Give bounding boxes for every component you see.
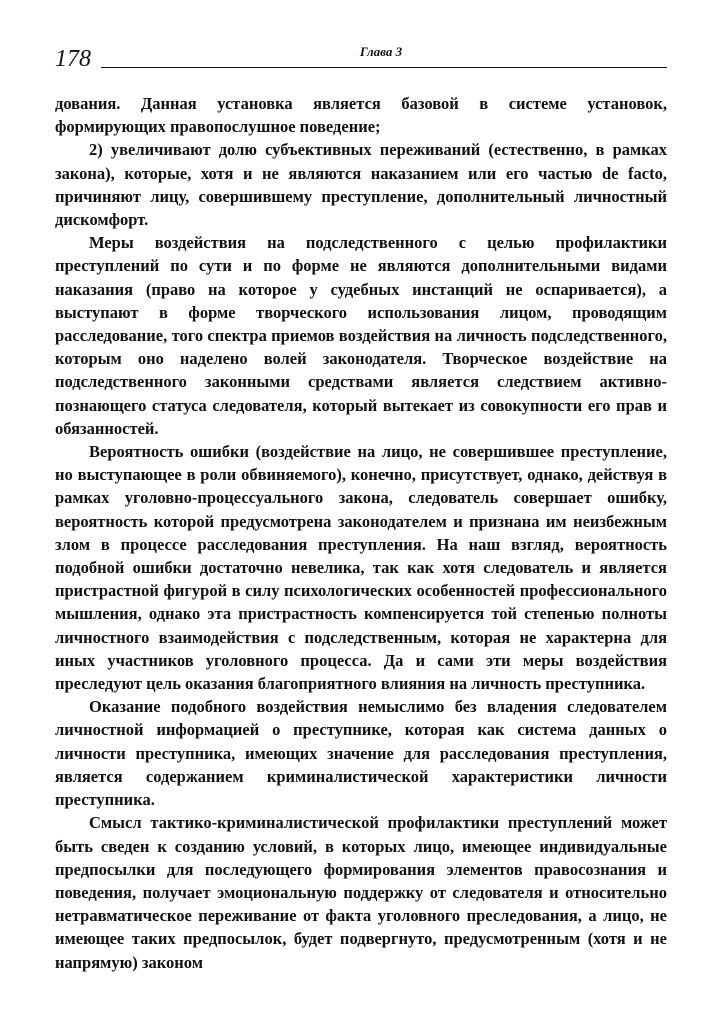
paragraph-4: Вероятность ошибки (воздействие на лицо, не совершившее преступление, но выступающее в роли обвиняемого), конечно, присутствует, однако, действуя в рамках уголовно-процессуального закона, следователь совершает ошибку, вероятность которой предусмотрена законодателем и признана им неизбежным злом в процессе расследования преступления. На наш взгляд, вероятность подобной ошибки достаточно невелика, так как хотя следователь и является пристрастной фигурой в силу психологических особенностей профессионального мышления, однако эта пристрастность компенсируется той степенью полноты личностного взаимодействия с подследственным, которая не характерна для иных участников уголовного процесса. Да и сами эти меры воздействия преследуют цель оказания благоприятного влияния на личность преступника. [55,442,667,694]
paragraph-3: Меры воздействия на подследственного с целью профилактики преступлений по сути и по форме не являются дополнительными видами наказания (право на которое у судебных инстанций не оспаривается), а выступают в форме творческого использования лицом, проводящим расследование, того спектра приемов воздействия на личность подследственного, которым оно наделено волей законодателя. Творческое воздействие на подследственного законными средствами является следствием активно-познающего статуса следователя, который вытекает из совокупности его прав и обязанностей. [55,233,667,438]
paragraph-5: Оказание подобного воздействия немыслимо без владения следователем личностной информацией о преступнике, которая как система данных о личности преступника, имеющих значение для расследования преступления, является содержанием криминалистической характеристики личности преступника. [55,697,667,810]
paragraph-2: 2) увеличивают долю субъективных переживаний (естественно, в рамках закона), которые, хотя и не являются наказанием или его частью de facto, причиняют лицу, совершившему преступление, дополнительный личностный дискомфорт. [55,140,667,230]
body-text [55,92,667,974]
page-number: 178 [55,46,91,72]
running-head [55,40,667,74]
paragraph-1: дования. Данная установка является базовой в системе установок, формирующих правопослушное поведение; [55,94,667,137]
chapter-title: Глава 3 [359,44,403,59]
header-rule [101,67,667,68]
paragraph-6: Смысл тактико-криминалистической профилактики преступлений может быть сведен к созданию условий, в которых лицо, имеющее индивидуальные предпосылки для последующего формирования элементов правосознания и поведения, получает эмоциональную поддержку от следователя и относительно нетравматическое переживание от факта уголовного преследования, а лицо, не имеющее таких предпосылок, будет подвергнуто, предусмотренным (хотя и не напрямую) законом [55,813,667,972]
